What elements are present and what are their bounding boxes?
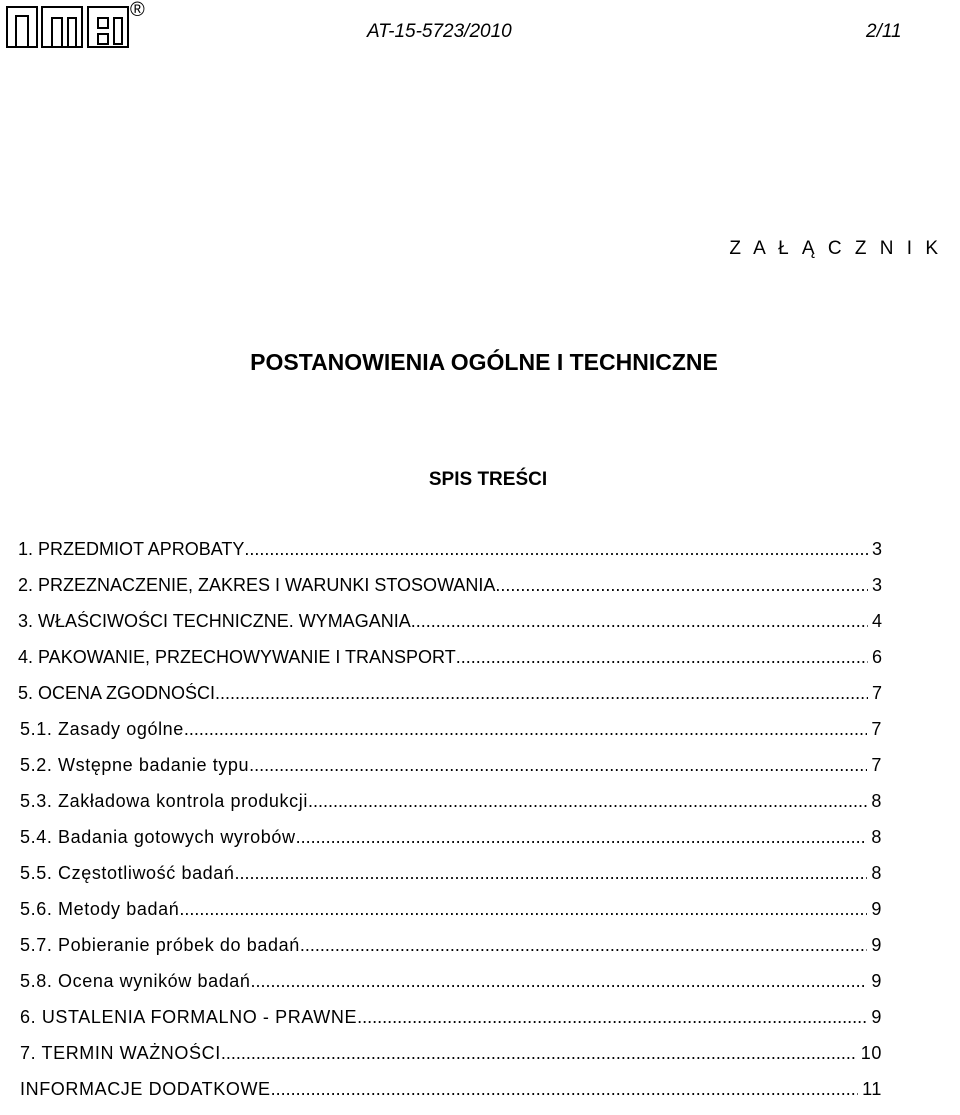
- toc-entry[interactable]: [18, 683, 882, 719]
- toc-entry-page: 8: [871, 863, 882, 883]
- toc-entry-label: 5. OCENA ZGODNOŚCI: [18, 683, 216, 703]
- toc-entry[interactable]: [18, 1043, 882, 1079]
- toc-entry-page: 9: [871, 1007, 882, 1027]
- toc-entry-label: 2. PRZEZNACZENIE, ZAKRES I WARUNKI STOSOWANIA: [18, 575, 496, 595]
- toc-entry-label: 6. USTALENIA FORMALNO - PRAWNE: [20, 1007, 358, 1027]
- toc-entry-page: 7: [871, 719, 882, 739]
- toc-entry-page: 7: [871, 755, 882, 775]
- toc-entry[interactable]: [18, 611, 882, 647]
- toc-entry[interactable]: [18, 935, 882, 971]
- toc-entry-label: 5.2. Wstępne badanie typu: [20, 755, 250, 775]
- toc-leader: [184, 719, 867, 740]
- toc-entry[interactable]: [18, 1007, 882, 1043]
- toc-entry[interactable]: [18, 863, 882, 899]
- toc-entry-label: 5.7. Pobieranie próbek do badań: [20, 935, 300, 955]
- toc-entry[interactable]: [18, 827, 882, 863]
- toc-entry[interactable]: [18, 791, 882, 827]
- toc-leader: [215, 683, 868, 704]
- toc-entry-page: 6: [871, 647, 882, 667]
- toc-entry-label: 3. WŁAŚCIWOŚCI TECHNICZNE. WYMAGANIA: [18, 611, 411, 631]
- toc-entry[interactable]: [18, 647, 882, 683]
- toc-entry[interactable]: [18, 1079, 882, 1115]
- toc-entry-label: 1. PRZEDMIOT APROBATY: [18, 539, 245, 559]
- toc-entry-page: 4: [871, 611, 882, 631]
- toc-entry[interactable]: [18, 899, 882, 935]
- toc-entry[interactable]: [18, 719, 882, 755]
- toc-entry-label: 5.3. Zakładowa kontrola produkcji: [20, 791, 308, 811]
- toc-leader: [300, 935, 868, 956]
- toc-entry-page: 3: [871, 575, 882, 595]
- table-of-contents: [18, 539, 882, 1115]
- document-number: AT-15-5723/2010: [367, 21, 512, 42]
- toc-entry-page: 11: [862, 1079, 882, 1099]
- registered-mark: ®: [130, 0, 145, 21]
- toc-entry[interactable]: [18, 539, 882, 575]
- toc-leader: [495, 575, 868, 596]
- toc-entry-page: 9: [871, 935, 882, 955]
- toc-entry-label: 4. PAKOWANIE, PRZECHOWYWANIE I TRANSPORT: [18, 647, 456, 667]
- toc-heading: SPIS TREŚCI: [428, 469, 548, 490]
- toc-entry-page: 3: [871, 539, 882, 559]
- toc-entry-page: 7: [871, 683, 882, 703]
- toc-entry-label: 5.6. Metody badań: [20, 899, 180, 919]
- toc-entry-label: 7. TERMIN WAŻNOŚCI: [20, 1043, 221, 1063]
- toc-leader: [271, 1079, 858, 1100]
- toc-leader: [296, 827, 868, 848]
- annex-label: Z A Ł Ą C Z N I K: [729, 238, 942, 259]
- toc-leader: [244, 539, 868, 560]
- toc-entry[interactable]: [18, 575, 882, 611]
- toc-leader: [235, 863, 868, 884]
- toc-entry-label: 5.5. Częstotliwość badań: [20, 863, 235, 883]
- toc-entry[interactable]: [18, 971, 882, 1007]
- toc-entry-page: 10: [860, 1043, 882, 1063]
- toc-entry-label: 5.1. Zasady ogólne: [20, 719, 184, 739]
- toc-entry-label: 5.4. Badania gotowych wyrobów: [20, 827, 296, 847]
- toc-entry[interactable]: [18, 755, 882, 791]
- toc-leader: [249, 755, 867, 776]
- toc-entry-page: 8: [871, 827, 882, 847]
- toc-leader: [357, 1007, 867, 1028]
- toc-entry-label: 5.8. Ocena wyników badań: [20, 971, 251, 991]
- toc-entry-page: 9: [871, 971, 882, 991]
- document-title: POSTANOWIENIA OGÓLNE I TECHNICZNE: [250, 349, 718, 375]
- toc-leader: [456, 647, 868, 668]
- toc-leader: [251, 971, 868, 992]
- page-number: 2/11: [866, 21, 902, 42]
- toc-leader: [308, 791, 867, 812]
- toc-entry-page: 9: [871, 899, 882, 919]
- toc-entry-label: INFORMACJE DODATKOWE: [20, 1079, 271, 1099]
- toc-entry-page: 8: [871, 791, 882, 811]
- toc-leader: [179, 899, 867, 920]
- toc-leader: [221, 1043, 857, 1064]
- toc-leader: [411, 611, 868, 632]
